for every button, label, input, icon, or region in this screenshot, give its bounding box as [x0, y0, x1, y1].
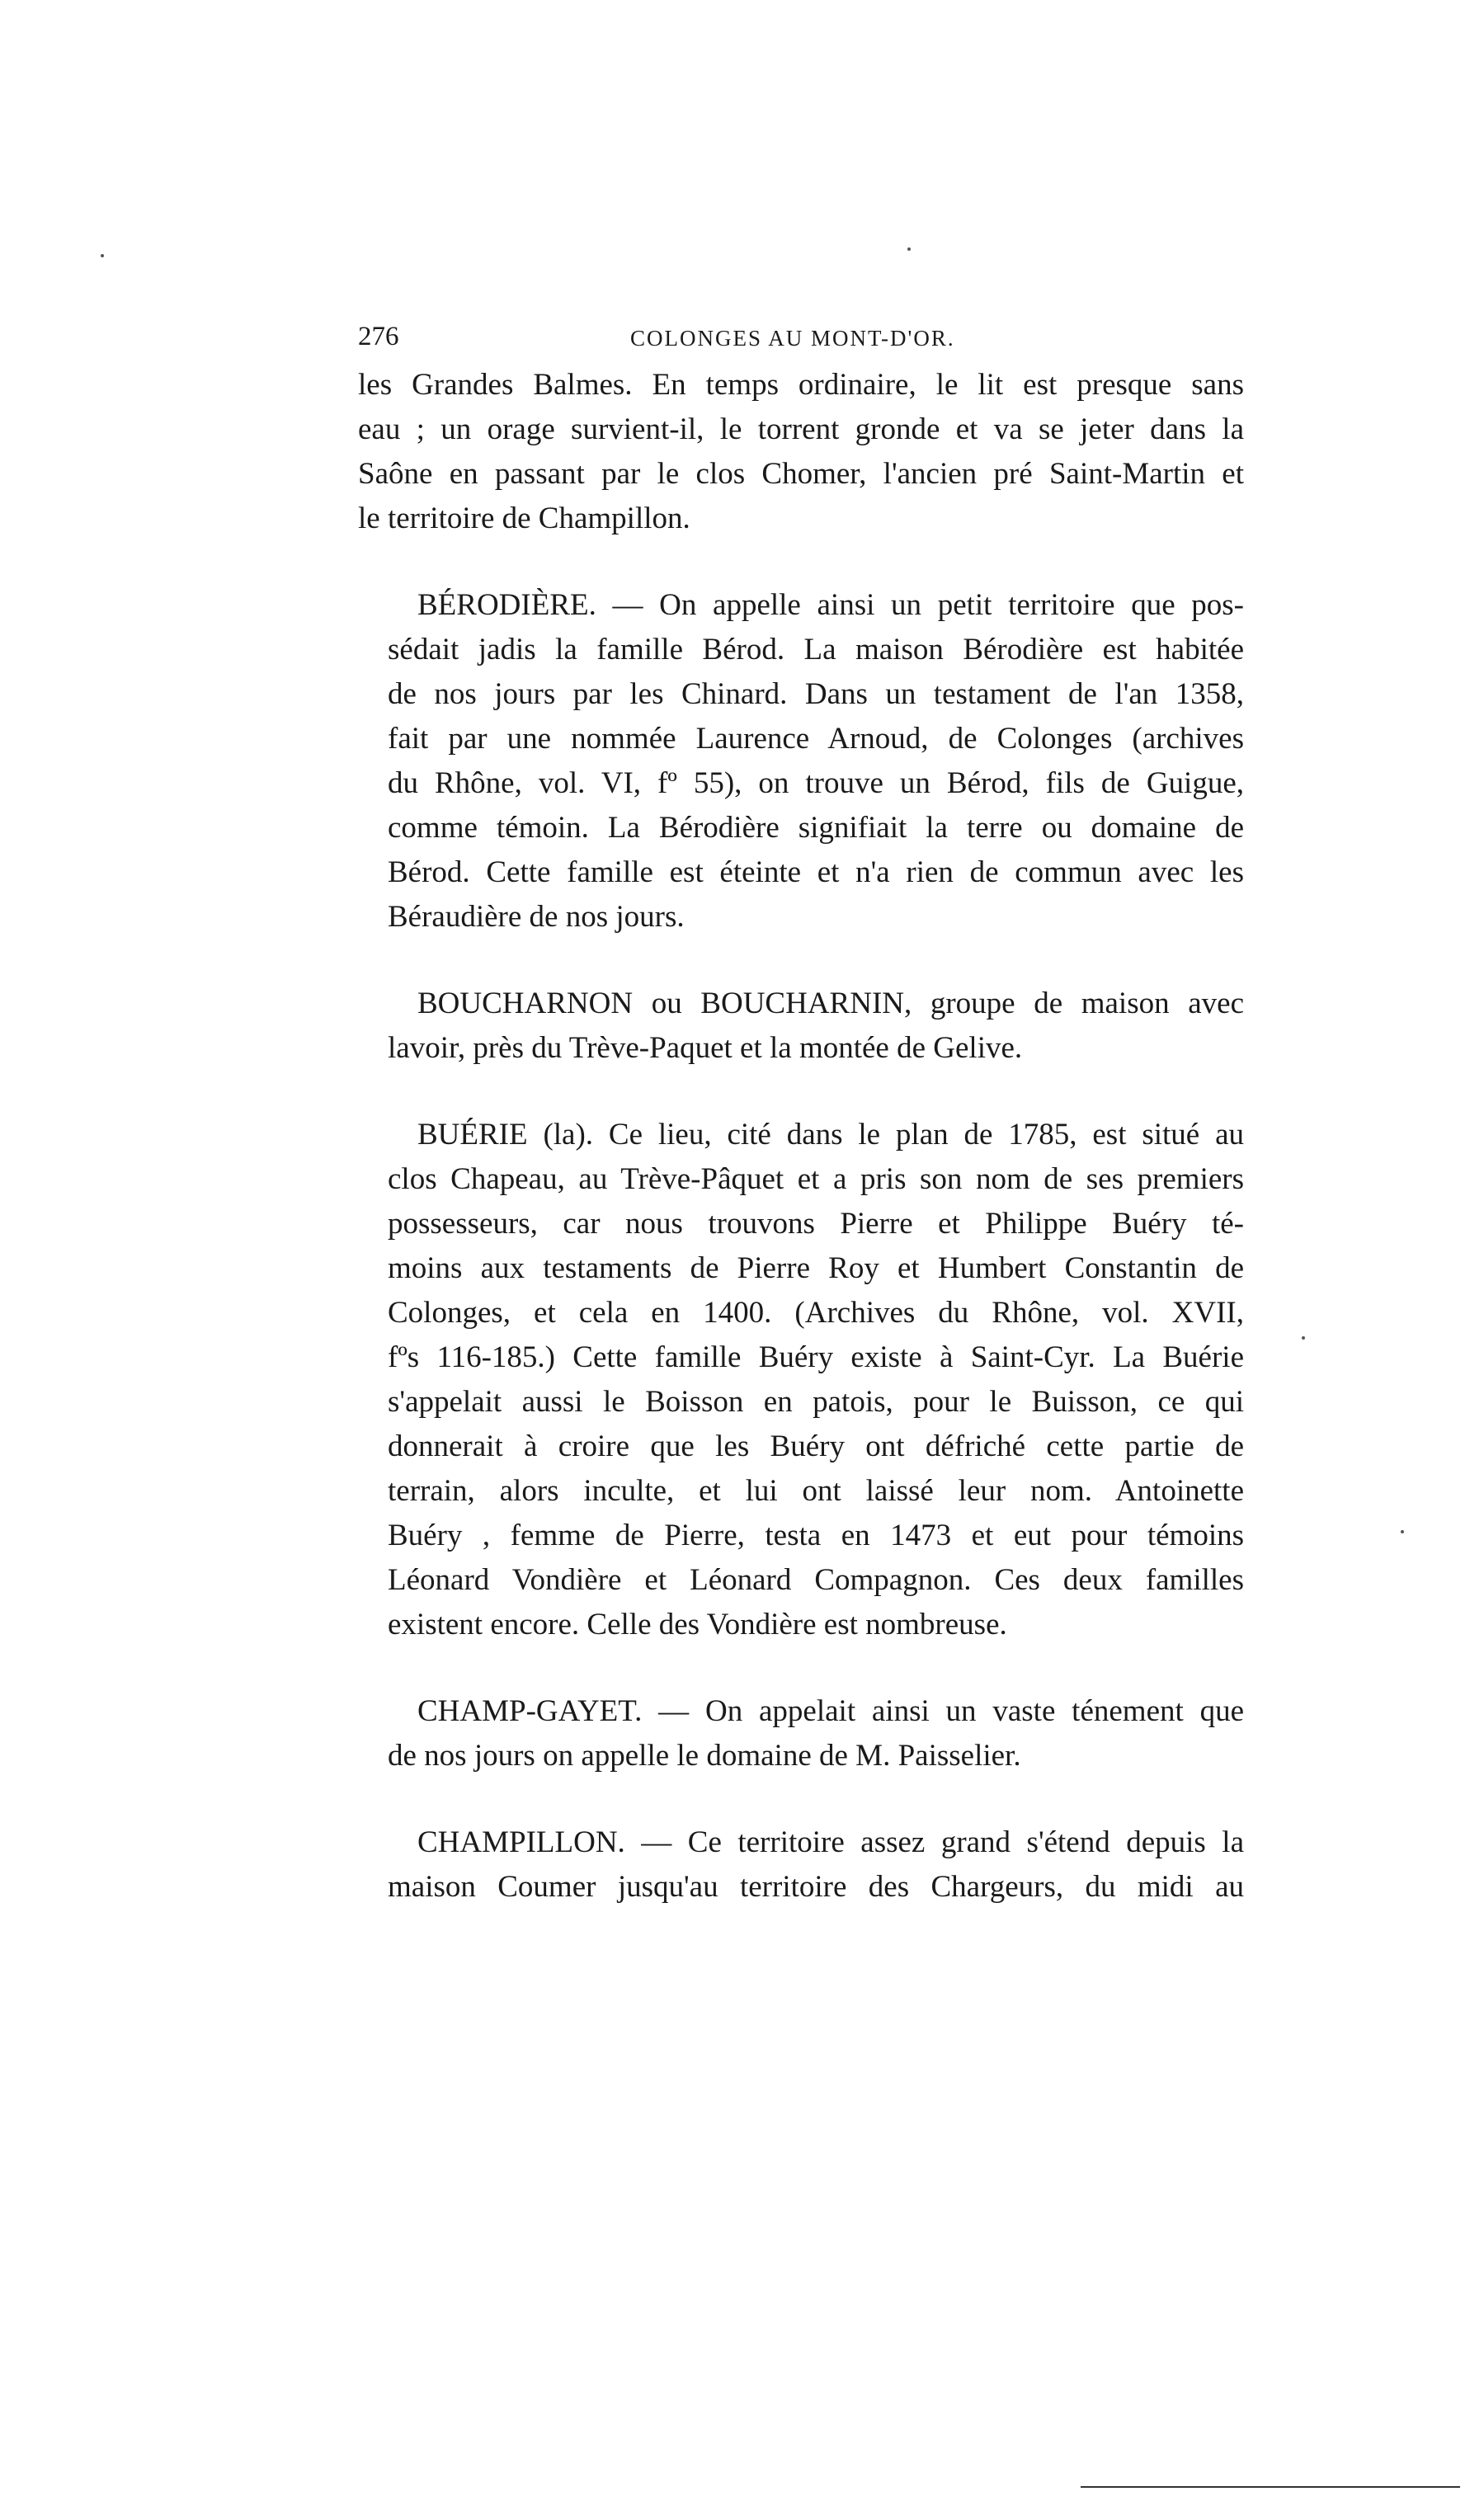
entry-boucharnon	[358, 982, 1244, 1071]
entry-berodiere	[358, 583, 1244, 940]
text-line: clos Chapeau, au Trève-Pâquet et a pris son nom de ses premiers	[388, 1162, 1244, 1196]
text-line: Béraudière de nos jours.	[388, 900, 685, 934]
text-line: s'appelait aussi le Boisson en patois, pour le Buisson, ce qui	[388, 1385, 1244, 1419]
scan-speck	[1401, 1530, 1404, 1533]
text-line: lavoir, près du Trève-Paquet et la montée de Gelive.	[388, 1031, 1023, 1065]
text-line: Buéry , femme de Pierre, testa en 1473 et eut pour témoins	[388, 1519, 1244, 1552]
text-line: comme témoin. La Bérodière signifiait la terre ou domaine de	[388, 811, 1244, 845]
entry-champillon	[358, 1820, 1244, 1910]
text-line: Léonard Vondière et Léonard Compagnon. Ces deux familles	[388, 1563, 1244, 1597]
text-line: BUÉRIE (la). Ce lieu, cité dans le plan de 1785, est situé au	[417, 1118, 1244, 1152]
entry-champ-gayet	[358, 1689, 1244, 1778]
scan-speck	[1302, 1336, 1305, 1340]
text-line: fait par une nommée Laurence Arnoud, de Colonges (archives	[388, 722, 1244, 756]
text-line: terrain, alors inculte, et lui ont laissé leur nom. Antoinette	[388, 1474, 1244, 1508]
text-line: les Grandes Balmes. En temps ordinaire, le lit est presque sans	[358, 368, 1244, 402]
scan-edge-rule	[1081, 2486, 1460, 2488]
text-line: CHAMP-GAYET. — On appelait ainsi un vaste ténement que	[417, 1694, 1244, 1728]
text-line: BÉRODIÈRE. — On appelle ainsi un petit territoire que pos-	[417, 588, 1244, 622]
text-line: Bérod. Cette famille est éteinte et n'a rien de commun avec les	[388, 855, 1244, 889]
text-line: sédait jadis la famille Bérod. La maison Bérodière est habitée	[388, 633, 1244, 666]
running-title: COLONGES AU MONT-D'OR.	[630, 326, 955, 351]
text-line: donnerait à croire que les Buéry ont défriché cette partie de	[388, 1429, 1244, 1463]
text-line: de nos jours on appelle le domaine de M. Paisselier.	[388, 1739, 1021, 1773]
text-line: le territoire de Champillon.	[358, 502, 690, 535]
scan-speck	[907, 247, 911, 251]
text-line: possesseurs, car nous trouvons Pierre et Philippe Buéry té-	[388, 1207, 1244, 1241]
text-line: fºs 116-185.) Cette famille Buéry existe à Saint-Cyr. La Buérie	[388, 1340, 1244, 1374]
continuation-paragraph	[358, 363, 1244, 541]
page-body	[358, 363, 1244, 1952]
text-line: CHAMPILLON. — Ce territoire assez grand s'étend depuis la	[417, 1825, 1244, 1859]
text-line: eau ; un orage survient-il, le torrent gronde et va se jeter dans la	[358, 412, 1244, 446]
text-line: moins aux testaments de Pierre Roy et Humbert Constantin de	[388, 1251, 1244, 1285]
text-line: du Rhône, vol. VI, fº 55), on trouve un Bérod, fils de Guigue,	[388, 766, 1244, 800]
text-line: maison Coumer jusqu'au territoire des Chargeurs, du midi au	[388, 1870, 1244, 1904]
text-line: Colonges, et cela en 1400. (Archives du Rhône, vol. XVII,	[388, 1296, 1244, 1330]
text-line: de nos jours par les Chinard. Dans un testament de l'an 1358,	[388, 677, 1244, 711]
text-line: BOUCHARNON ou BOUCHARNIN, groupe de maison avec	[417, 987, 1244, 1020]
entry-buerie	[358, 1113, 1244, 1647]
page-number: 276	[358, 322, 399, 351]
text-line: existent encore. Celle des Vondière est nombreuse.	[388, 1608, 1007, 1641]
scan-speck	[101, 254, 104, 257]
text-line: Saône en passant par le clos Chomer, l'ancien pré Saint-Martin et	[358, 457, 1244, 491]
